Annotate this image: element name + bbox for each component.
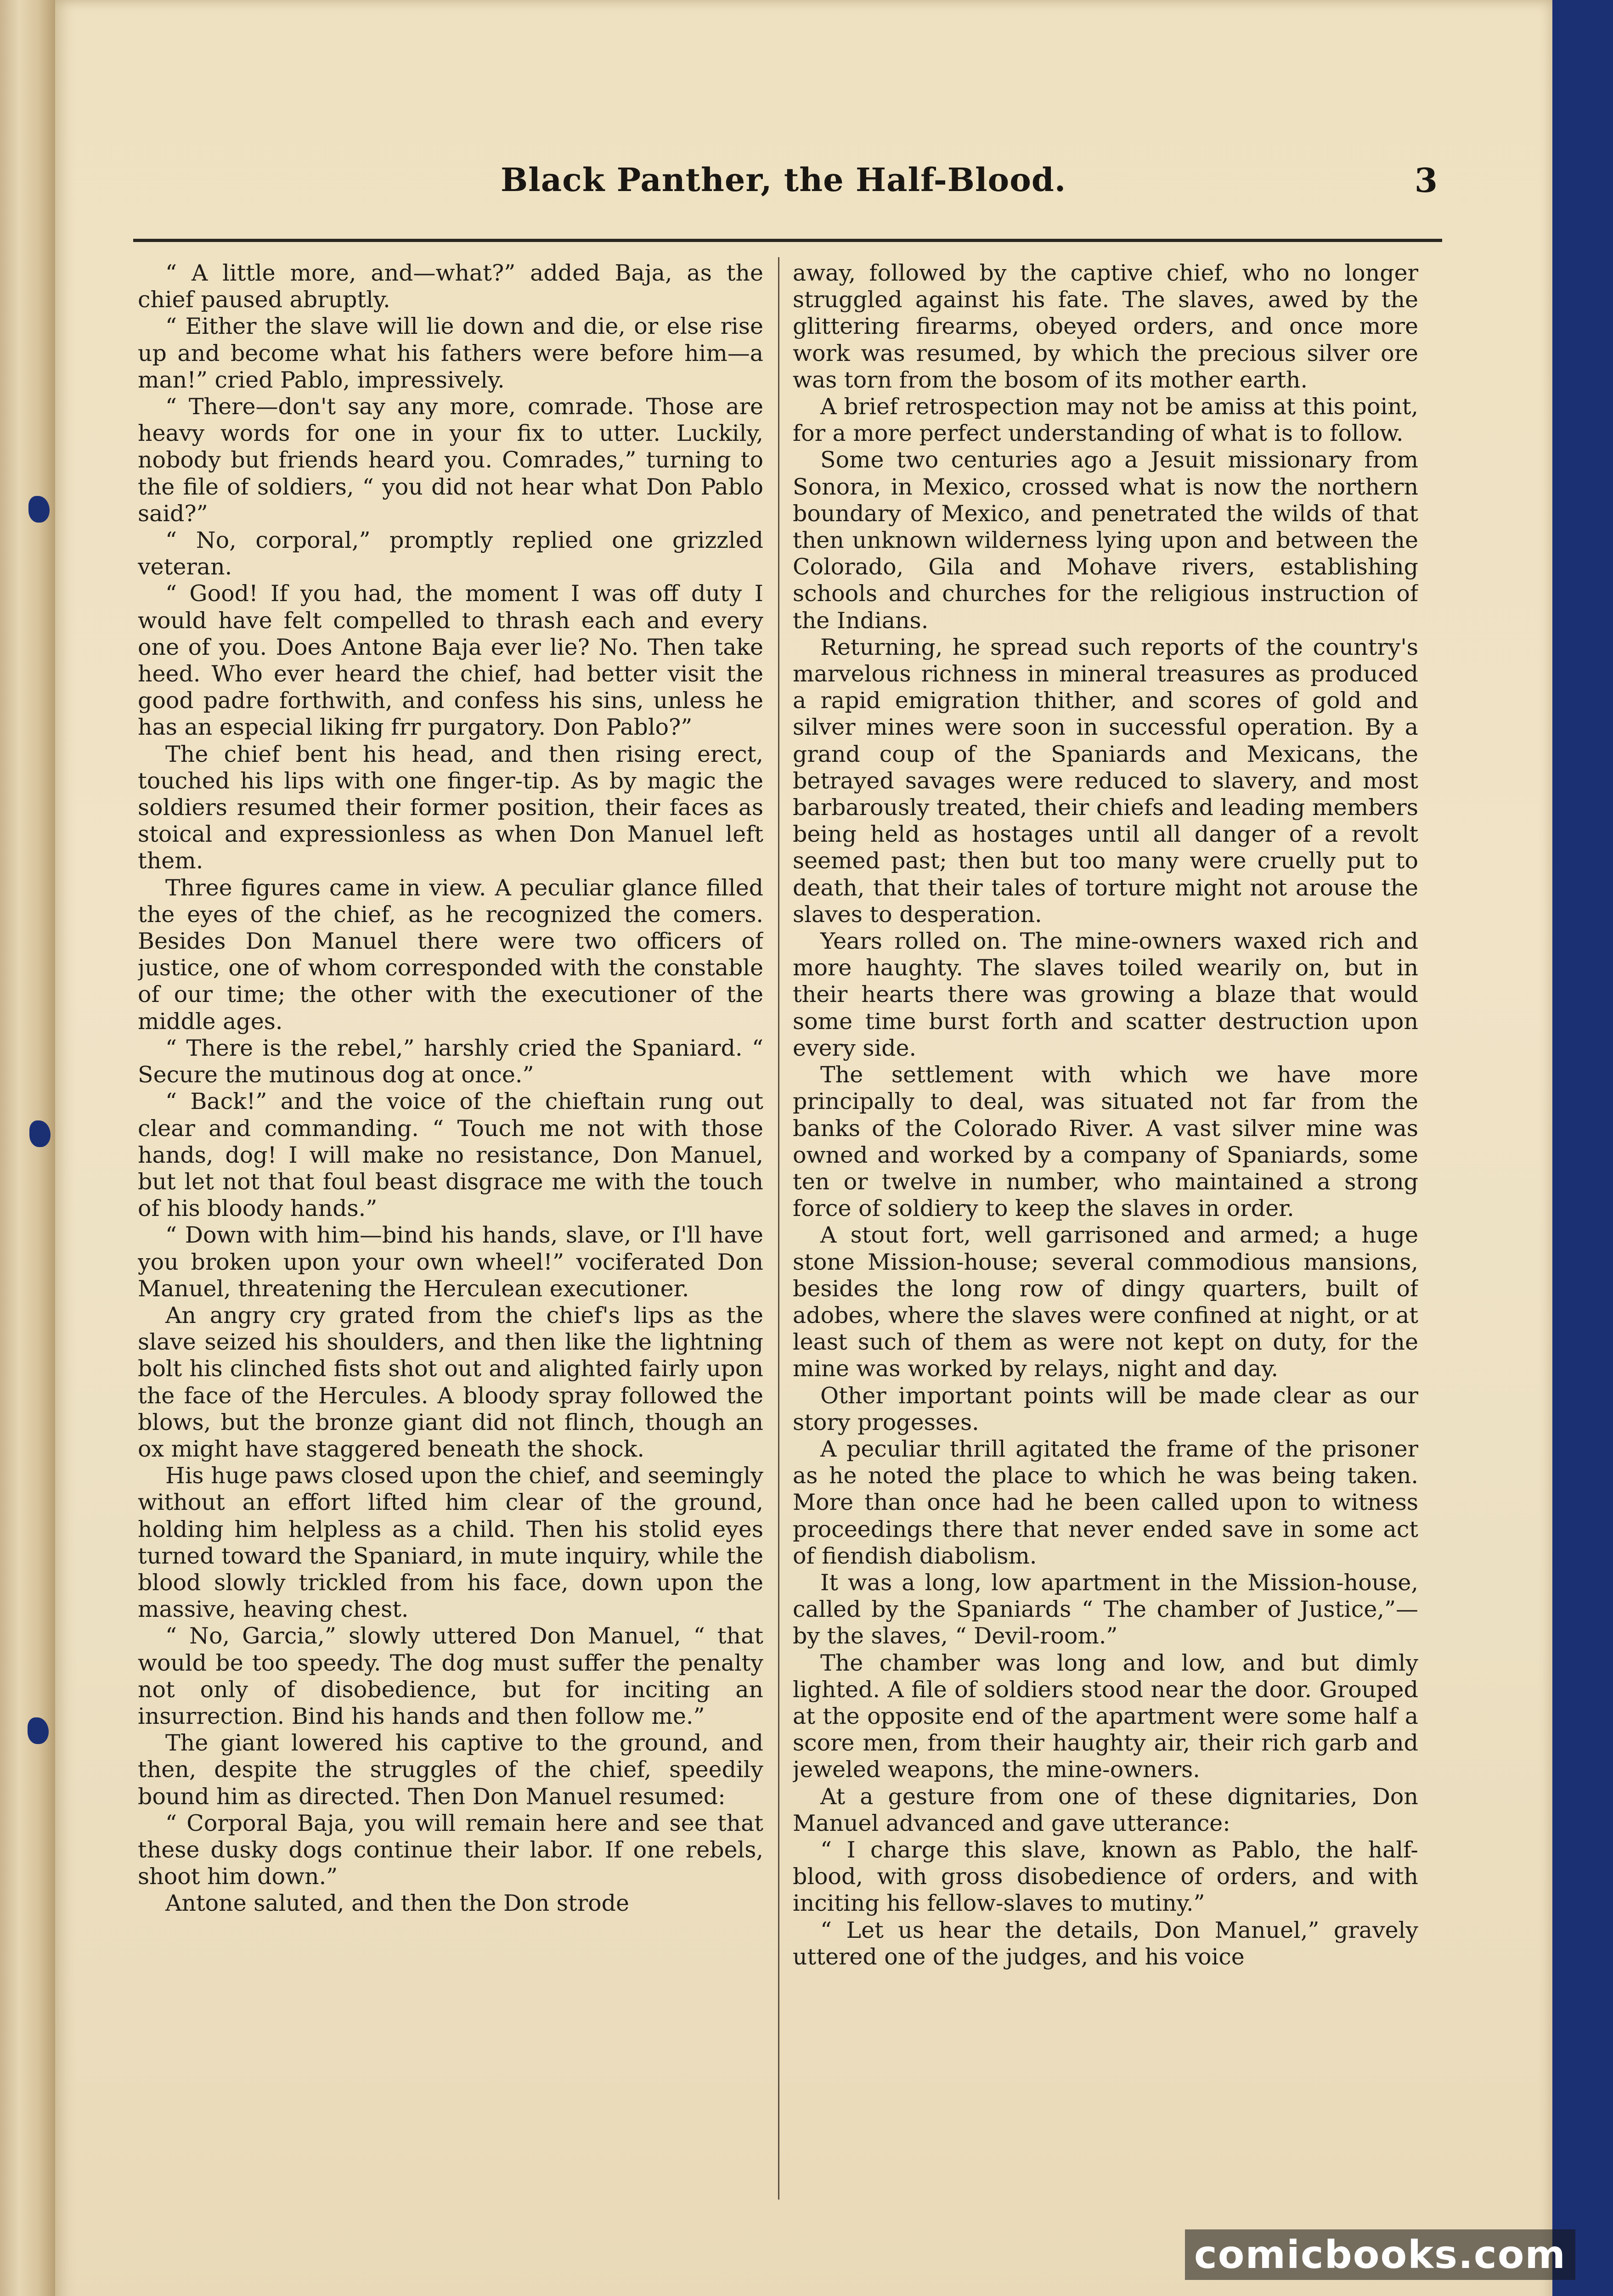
paragraph: The chamber was long and low, and but dimly lighted. A file of soldiers stood near the door. Grouped at the opposite end of the apartment were some half a score men, from their haughty air, their rich garb and jeweled weapons, the mine-owners. — [793, 1649, 1418, 1783]
paragraph: “ Good! If you had, the moment I was off duty I would have felt compelled to thrash each and every one of you. Does Antone Baja ever lie? No. Then take heed. Who ever heard the chief, had better visit the good padre forthwith, and confess his sins, unless he has an especial liking frr purgatory. Don Pablo?” — [138, 580, 763, 741]
book-gutter — [0, 0, 55, 2296]
paragraph: Some two centuries ago a Jesuit missionary from Sonora, in Mexico, crossed what is now the northern boundary of Mexico, and penetrated the wilds of that then unknown wilderness lying upon and between the Colorado, Gila and Mohave rivers, establishing schools and churches for the religious instruction of the Indians. — [793, 447, 1418, 634]
paragraph: “ Down with him—bind his hands, slave, or I'll have you broken upon your own wheel!” vociferated Don Manuel, threatening the Herculean executioner. — [138, 1222, 763, 1302]
paragraph: “ There is the rebel,” harshly cried the Spaniard. “ Secure the mutinous dog at once.” — [138, 1035, 763, 1088]
paragraph: “ I charge this slave, known as Pablo, the half-blood, with gross disobedience of orders, and with inciting his fellow-slaves to mutiny.” — [793, 1836, 1418, 1917]
paragraph: A brief retrospection may not be amiss at this point, for a more perfect understanding of what is to follow. — [793, 394, 1418, 447]
paragraph: The giant lowered his captive to the ground, and then, despite the struggles of the chief, speedily bound him as directed. Then Don Manuel resumed: — [138, 1730, 763, 1810]
header-rule — [133, 239, 1442, 242]
page-number: 3 — [1414, 161, 1438, 200]
paragraph: His huge paws closed upon the chief, and seemingly without an effort lifted him clear of the ground, holding him helpless as a child. Then his stolid eyes turned toward the Spaniard, in mute inquiry, while the blood slowly trickled from his face, down upon the massive, heaving chest. — [138, 1463, 763, 1623]
paragraph: Other important points will be made clear as our story progesses. — [793, 1382, 1418, 1435]
paragraph: away, followed by the captive chief, who no longer struggled against his fate. The slaves, awed by the glittering firearms, obeyed orders, and once more work was resumed, by which the precious silver ore was torn from the bosom of its mother earth. — [793, 260, 1418, 393]
paragraph: Antone saluted, and then the Don strode — [165, 1890, 630, 1917]
watermark-credit: comicbooks.com — [1185, 2229, 1575, 2280]
column-divider — [778, 257, 779, 2200]
paragraph: “ Let us hear the details, Don Manuel,” gravely uttered one of the judges, and his voice — [793, 1917, 1418, 1970]
paragraph: The chief bent his head, and then rising erect, touched his lips with one finger-tip. As by magic the soldiers resumed their former position, their faces as stoical and expressionless as when Don Manuel left them. — [138, 741, 763, 874]
right-column — [793, 260, 1418, 2198]
paragraph: “ Either the slave will lie down and die, or else rise up and become what his fathers were before him—a man!” cried Pablo, impressively. — [138, 313, 763, 393]
paragraph: A peculiar thrill agitated the frame of the prisoner as he noted the place to which he was being taken. More than once had he been called upon to witness proceedings there that never ended save in some act of fiendish diabolism. — [793, 1435, 1418, 1569]
paragraph: “ There—don't say any more, comrade. Those are heavy words for one in your fix to utter. Luckily, nobody but friends heard you. Comrades,” turning to the file of soldiers, “ you did not hear what Don Pablo said?” — [138, 394, 763, 527]
paragraph: Years rolled on. The mine-owners waxed rich and more haughty. The slaves toiled wearily on, but in their hearts there was growing a blaze that would some time burst forth and scatter destruction upon every side. — [793, 928, 1418, 1061]
paragraph: “ No, Garcia,” slowly uttered Don Manuel, “ that would be too speedy. The dog must suffer the penalty not only of disobedience, but for inciting an insurrection. Bind his hands and then follow me.” — [138, 1623, 763, 1729]
paragraph: Returning, he spread such reports of the country's marvelous richness in mineral treasures as produced a rapid emigration thither, and scores of gold and silver mines were soon in successful operation. By a grand coup of the Spaniards and Mexicans, the betrayed savages were reduced to slavery, and most barbarously treated, their chiefs and leading members being held as hostages until all danger of a revolt seemed past; then but too many were cruelly put to death, that their tales of torture might not arouse the slaves to desperation. — [793, 634, 1418, 928]
paragraph: A stout fort, well garrisoned and armed; a huge stone Mission-house; several commodious mansions, besides the long row of dingy quarters, built of adobes, where the slaves were confined at night, or at least such of them as were not kept on duty, for the mine was worked by relays, night and day. — [793, 1222, 1418, 1382]
paragraph: “ Back!” and the voice of the chieftain rung out clear and commanding. “ Touch me not with those hands, dog! I will make no resistance, Don Manuel, but let not that foul beast disgrace me with the touch of his bloody hands.” — [138, 1088, 763, 1222]
paragraph: The settlement with which we have more principally to deal, was situated not far from the banks of the Colorado River. A vast silver mine was owned and worked by a company of Spaniards, some ten or twelve in number, who maintained a strong force of soldiery to keep the slaves in order. — [793, 1062, 1418, 1222]
running-title: Black Panther, the Half-Blood. — [501, 161, 1066, 199]
left-column — [138, 260, 763, 2198]
page-background-edge — [1552, 0, 1613, 2296]
paragraph: “ Corporal Baja, you will remain here and see that these dusky dogs continue their labor. If one rebels, shoot him down.” — [138, 1810, 763, 1890]
paragraph: “ A little more, and—what?” added Baja, as the chief paused abruptly. — [138, 260, 763, 313]
page-header — [133, 161, 1438, 211]
paragraph: Three figures came in view. A peculiar glance filled the eyes of the chief, as he recognized the comers. Besides Don Manuel there were two officers of justice, one of whom corresponded with the constable of our time; the other with the executioner of the middle ages. — [138, 874, 763, 1035]
paragraph: It was a long, low apartment in the Mission-house, called by the Spaniards “ The chamber of Justice,”—by the slaves, “ Devil-room.” — [793, 1569, 1418, 1649]
paragraph: “ No, corporal,” promptly replied one grizzled veteran. — [138, 527, 763, 580]
paragraph: At a gesture from one of these dignitaries, Don Manuel advanced and gave utterance: — [793, 1783, 1418, 1836]
paragraph: An angry cry grated from the chief's lips as the slave seized his shoulders, and then like the lightning bolt his clinched fists shot out and alighted fairly upon the face of the Hercules. A bloody spray followed the blows, but the bronze giant did not flinch, though an ox might have staggered beneath the shock. — [138, 1302, 763, 1462]
